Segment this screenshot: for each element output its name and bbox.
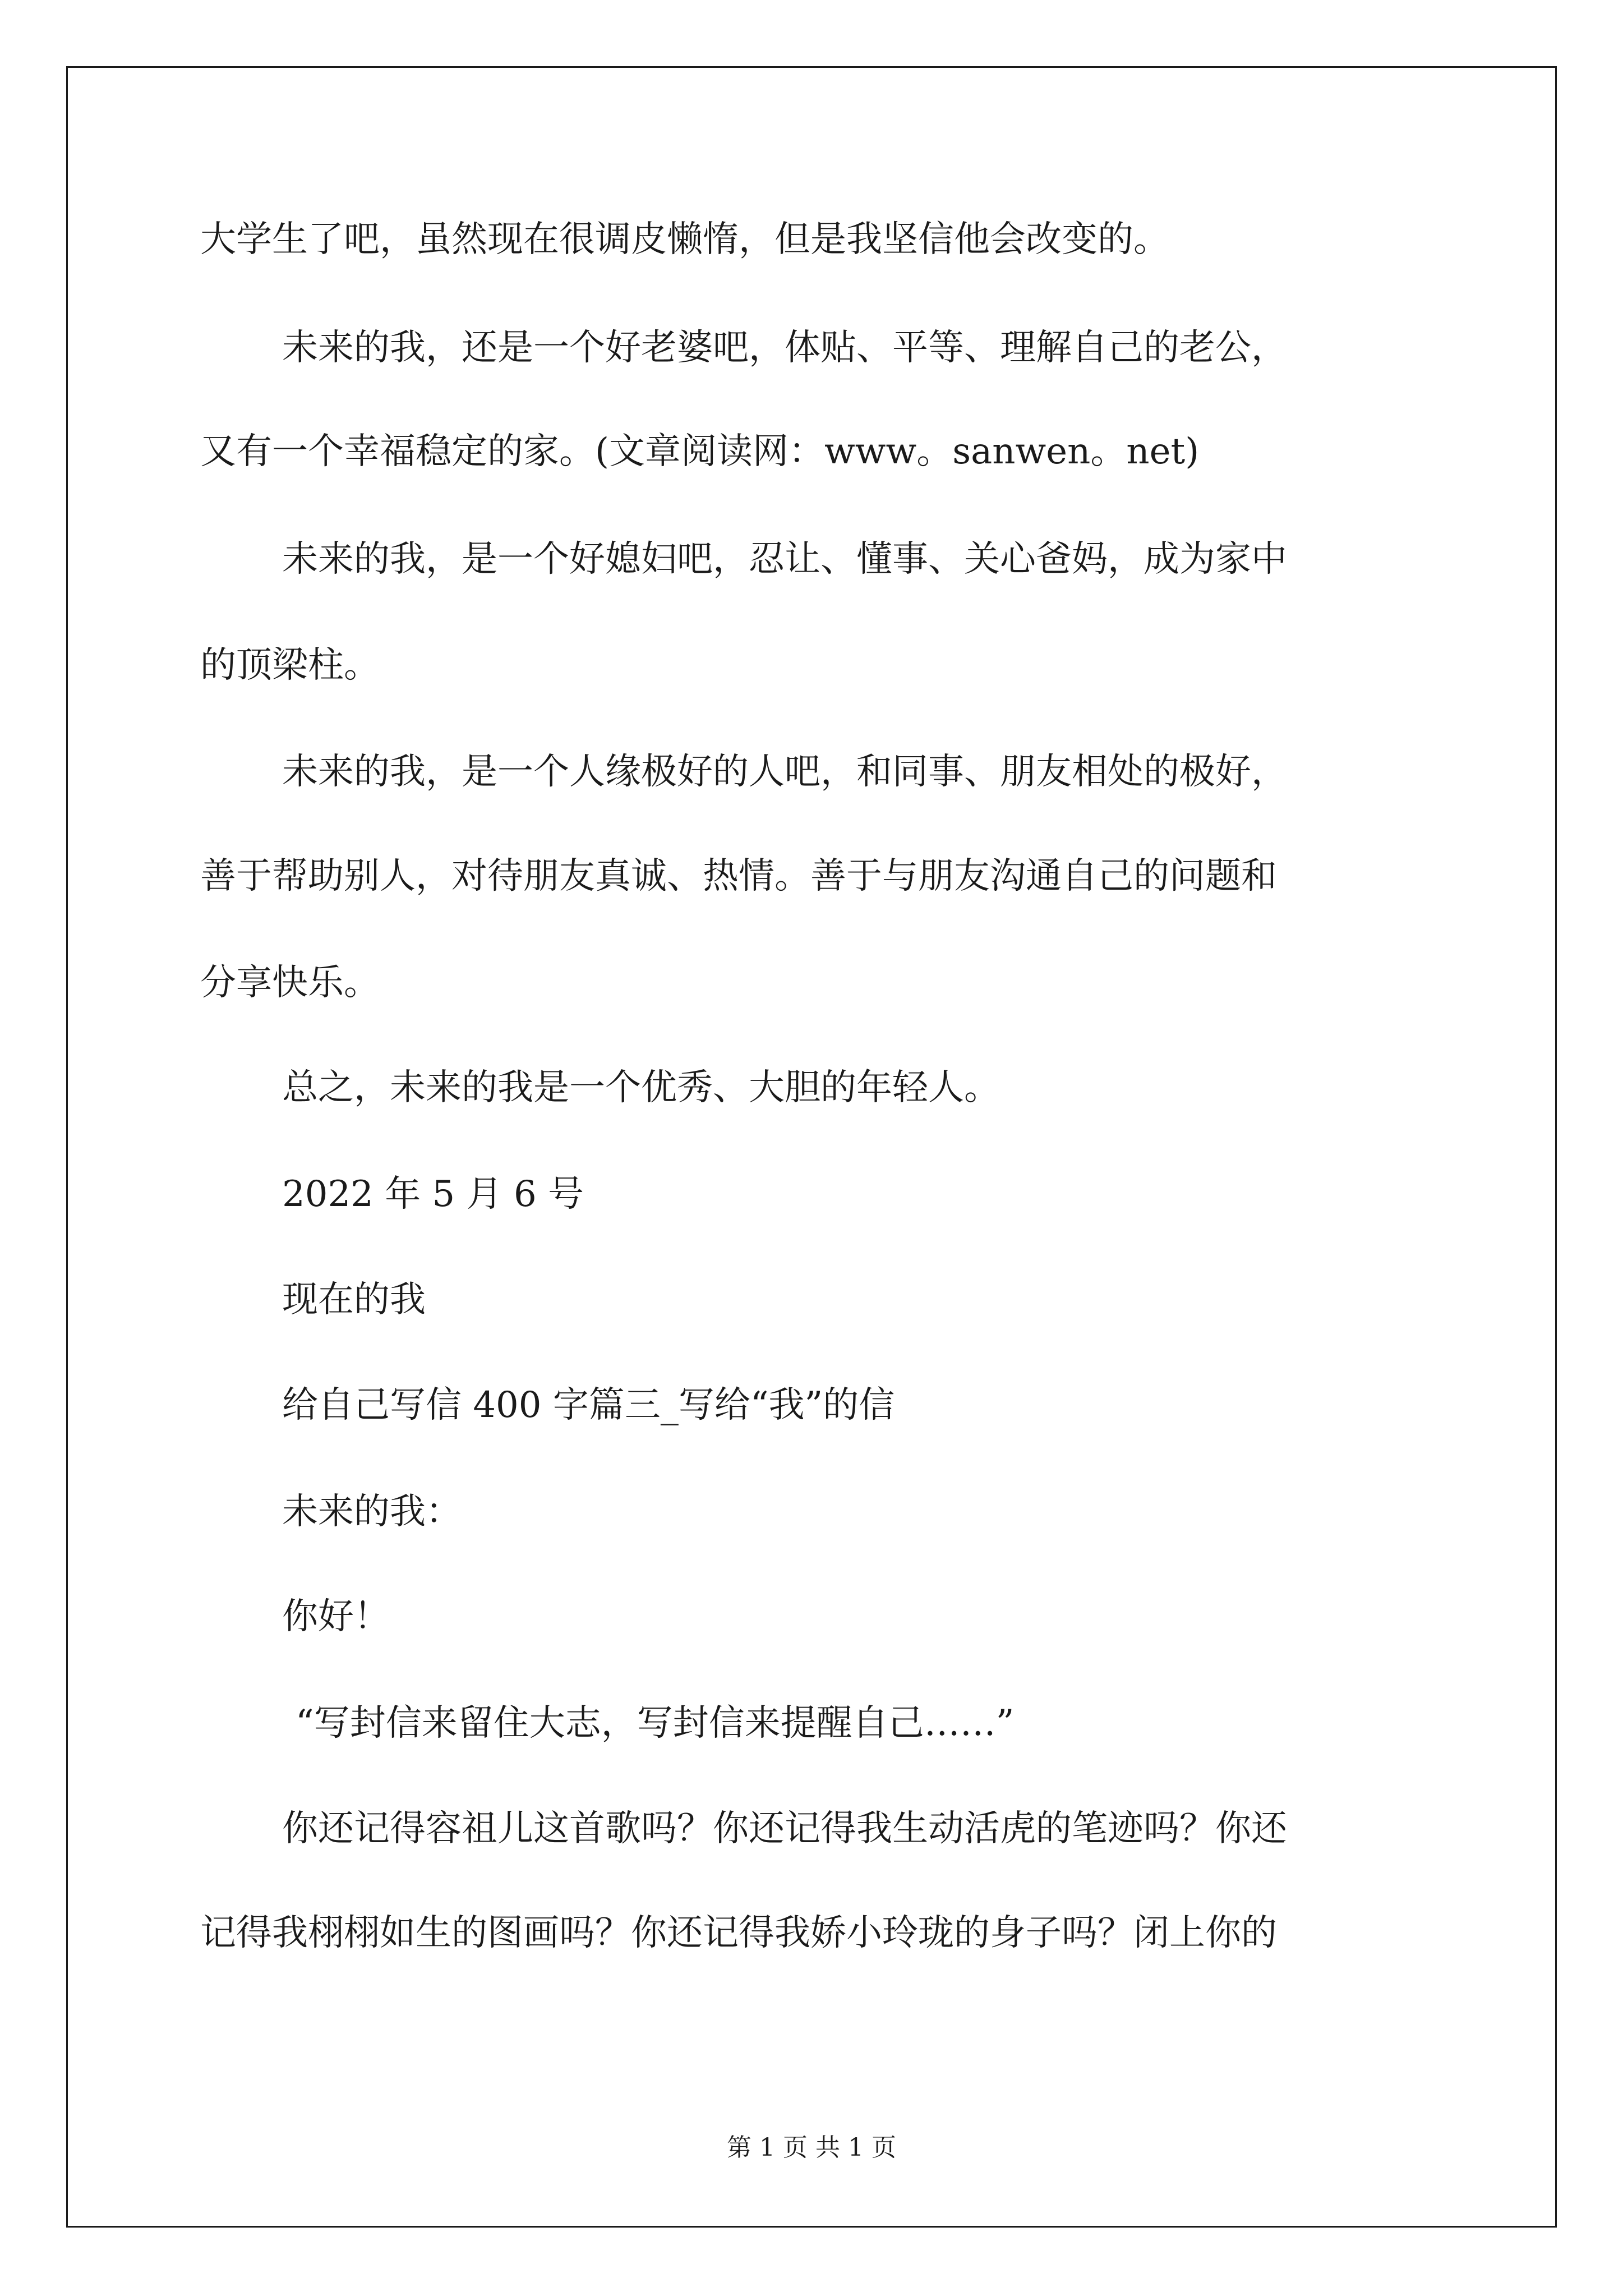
text-line: 未来的我，还是一个好老婆吧，体贴、平等、理解自己的老公， [282, 327, 1287, 369]
date-line: 2022 年 5 月 6 号 [282, 1174, 584, 1215]
text-line: 的顶梁柱。 [200, 645, 380, 686]
text-line: 分享快乐。 [200, 962, 380, 1004]
text-line: 你还记得容祖儿这首歌吗？你还记得我生动活虎的笔迹吗？你还 [282, 1808, 1287, 1849]
greeting: 你好！ [282, 1596, 390, 1637]
text-line: 未来的我，是一个人缘极好的人吧，和同事、朋友相处的极好， [282, 751, 1287, 793]
text-line: 大学生了吧，虽然现在很调皮懒惰，但是我坚信他会改变的。 [200, 219, 1169, 260]
page-number-footer: 第 1 页 共 1 页 [727, 2133, 896, 2162]
quote-line: “写封信来留住大志，写封信来提醒自己……” [296, 1703, 1015, 1744]
signature-line: 现在的我 [282, 1279, 426, 1320]
salutation: 未来的我： [282, 1491, 462, 1533]
text-line: 记得我栩栩如生的图画吗？你还记得我娇小玲珑的身子吗？闭上你的 [200, 1912, 1277, 1954]
text-line: 总之，未来的我是一个优秀、大胆的年轻人。 [282, 1067, 1000, 1108]
page-border [66, 66, 1557, 2228]
text-line: 未来的我，是一个好媳妇吧，忍让、懂事、关心爸妈，成为家中 [282, 539, 1287, 580]
text-line: 善于帮助别人，对待朋友真诚、热情。善于与朋友沟通自己的问题和 [200, 855, 1277, 897]
text-line: 又有一个幸福稳定的家。(文章阅读网：www。sanwen。net) [200, 431, 1200, 472]
section-heading: 给自己写信 400 字篇三_写给“我”的信 [282, 1384, 895, 1426]
